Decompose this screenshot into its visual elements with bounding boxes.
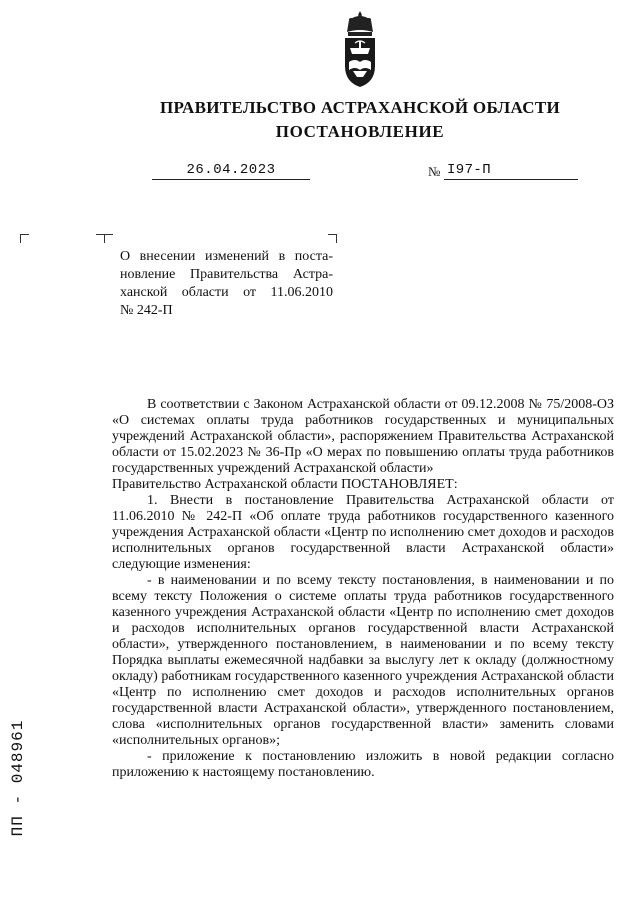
- subject-line: новление Правительства Астра-: [120, 267, 333, 282]
- subject-line: № 242-П: [120, 303, 173, 318]
- serial-stamp-text: ПП - 048961: [9, 719, 27, 837]
- subject-corner-mark: [328, 234, 337, 243]
- document-number: I97-П: [447, 162, 492, 178]
- change-paragraph: - приложение к постановлению изложить в новой редакции согласно приложению к настоящему постановлению.: [112, 749, 614, 780]
- document-body: [112, 397, 614, 781]
- resolution-clause: Правительство Астраханской области ПОСТАНОВЛЯЕТ:: [112, 477, 458, 492]
- document-date: 26.04.2023: [186, 162, 276, 178]
- number-sign: №: [428, 164, 441, 179]
- subject-line: О внесении изменений в поста-: [120, 249, 333, 264]
- number-underline: [444, 179, 578, 180]
- date-underline: [152, 179, 310, 180]
- government-title: ПРАВИТЕЛЬСТВО АСТРАХАНСКОЙ ОБЛАСТИ: [160, 98, 560, 117]
- subject-line: ханской области от 11.06.2010: [120, 285, 333, 300]
- document-type-title: ПОСТАНОВЛЕНИЕ: [275, 122, 445, 141]
- subject-corner-mark: [104, 234, 113, 243]
- item-paragraph: 1. Внести в постановление Правительства Астраханской области от 11.06.2010 № 242-П «Об оплате труда работников государственного казенного учреждения Астраханской области «Центр по исполнению смет доходов и расходов исполнительных органов государственной власти Астраханской области» следующие изменения:: [112, 493, 614, 572]
- document-subject: [120, 248, 333, 320]
- coat-of-arms-emblem: [335, 8, 385, 90]
- serial-stamp: [4, 708, 32, 848]
- margin-corner-mark: [20, 234, 29, 243]
- preamble-paragraph: В соответствии с Законом Астраханской области от 09.12.2008 № 75/2008-ОЗ «О системах оплаты труда работников государственных и муниципальных учреждений Астраханской области», распоряжением Правительства Астраханской области от 15.02.2023 № 36-Пр «О мерах по повышению оплаты труда работников государственных учреждений Астраханской области»: [112, 397, 614, 476]
- change-paragraph: - в наименовании и по всему тексту постановления, в наименовании и по всему тексту Положения о системе оплаты труда работников государственного казенного учреждения Астраханской области «Центр по исполнению смет доходов и расходов исполнительных органов государственной власти Астраханской области», утвержденного постановлением, в наименовании и по всему тексту Порядка выплаты ежемесячной надбавки за выслугу лет к окладу (должностному окладу) работникам государственного казенного учреждения Астраханской области «Центр по исполнению смет доходов и расходов исполнительных органов государственной власти Астраханской области», утвержденного постановлением, слова «исполнительных органов государственной власти» заменить словами «исполнительных органов»;: [112, 573, 614, 748]
